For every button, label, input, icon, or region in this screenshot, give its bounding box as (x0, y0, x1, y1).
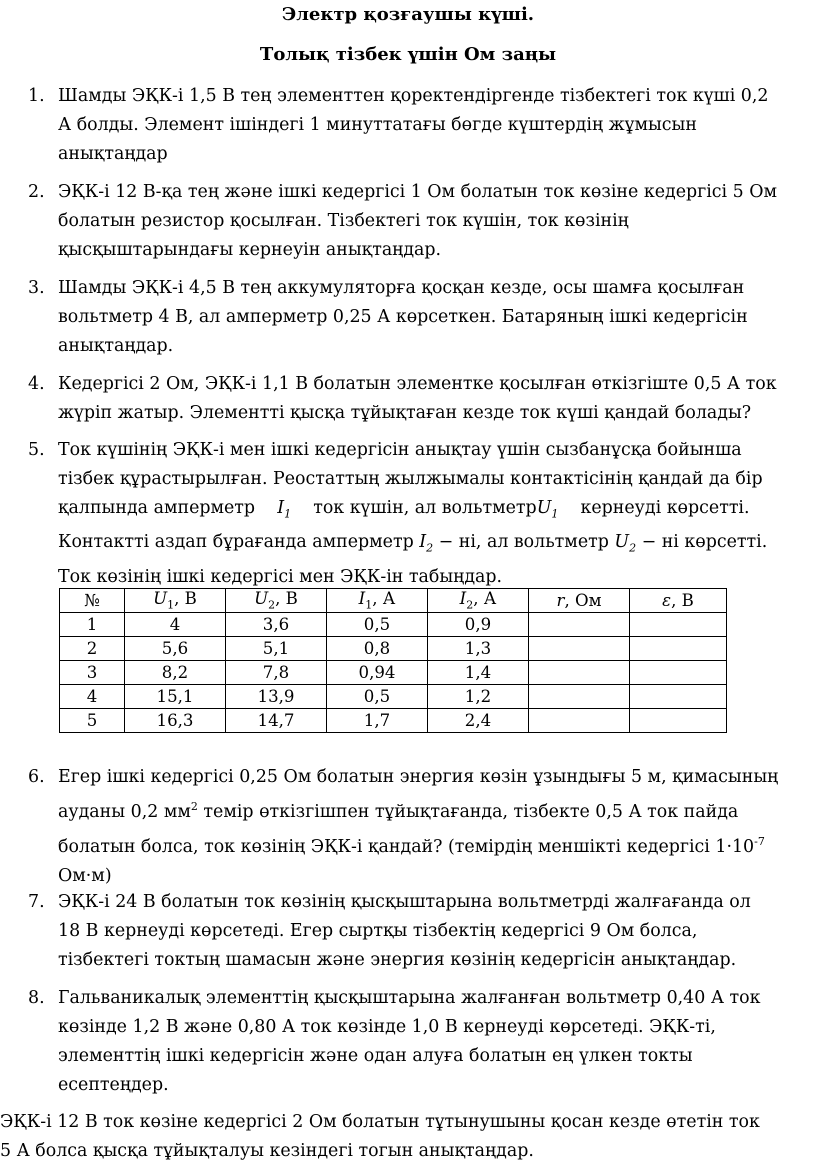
problem-text-line: Гальваникалық элементтің қысқыштарына жалғанған вольтметр 0,40 А ток (58, 988, 761, 1008)
problem-number: 1. (28, 86, 45, 106)
problem-text-line: тізбек құрастырылған. Реостаттың жылжымалы контактісінің қандай да бір (58, 469, 763, 489)
header-u1: $U_1$, В (125, 589, 226, 613)
header-no: № (60, 589, 125, 613)
problem-text-line: болатын резистор қосылған. Тізбектегі ток күшін, ток көзінің (58, 211, 629, 231)
table-cell: 0,9 (428, 613, 529, 637)
table-cell (630, 661, 727, 685)
table-cell (630, 709, 727, 733)
problem-text-line: Кедергісі 2 Ом, ЭҚК-і 1,1 В болатын элементке қосылған өткізгіште 0,5 А ток (58, 374, 777, 394)
problem-text-line: тізбектегі токтың шамасын және энергия көзінің кедергісін анықтаңдар. (58, 950, 737, 970)
table-cell: 1,3 (428, 637, 529, 661)
problem-number: 5. (28, 440, 45, 460)
table-cell (529, 661, 630, 685)
problem-text-line: 5 А болса қысқа тұйықталуы кезіндегі тогын анықтаңдар. (0, 1141, 534, 1161)
page-subtitle: Толық тізбек үшін Ом заңы (259, 44, 557, 65)
problem-text-line: ауданы 0,2 $мм^2$ темір өткізгішпен тұйықтағанда, тізбекте 0,5 А ток пайда (58, 800, 739, 822)
table-cell: 16,3 (125, 709, 226, 733)
problem-text-line: А болды. Элемент ішіндегі 1 минуттатағы бөгде күштердің жұмысын (58, 115, 697, 135)
problem-number: 2. (28, 182, 45, 202)
final-problem (0, 1108, 816, 1166)
symbol-I2: $I_2$ (419, 532, 434, 555)
problem-text-line: қысқыштарындағы кернеуін анықтаңдар. (58, 240, 442, 260)
table-row (60, 637, 727, 661)
table-header-row (60, 589, 727, 613)
problem-text-line: ЭҚК-і 12 В-қа тең және ішкі кедергісі 1 Ом болатын ток көзіне кедергісі 5 Ом (58, 182, 778, 202)
problem-number: 3. (28, 278, 45, 298)
problem-text-line: Шамды ЭҚК-і 4,5 В тең аккумуляторға қосқан кезде, осы шамға қосылған (58, 278, 745, 298)
table-cell: 3,6 (226, 613, 327, 637)
problem-text-line: ЭҚК-і 24 В болатын ток көзінің қысқыштарына вольтметрді жалғағанда ол (58, 892, 751, 912)
header-i2: $I_2$, А (428, 589, 529, 613)
header-r: r, Ом (529, 589, 630, 613)
header-u2: $U_2$, В (226, 589, 327, 613)
problem-text-line: есептеңдер. (58, 1075, 169, 1095)
problem-text-line: вольтметр 4 В, ал амперметр 0,25 А көрсеткен. Батаряның ішкі кедергісін (58, 307, 748, 327)
table-cell: 4 (60, 685, 125, 709)
table-cell: 0,94 (327, 661, 428, 685)
problem-text-line: 18 В кернеуді көрсетеді. Егер сыртқы тізбектің кедергісі 9 Ом болса, (58, 921, 698, 941)
table-cell (630, 613, 727, 637)
page-title: Электр қозғаушы күші. (281, 4, 535, 25)
problem-number: 8. (28, 988, 45, 1008)
table-cell (529, 685, 630, 709)
problem-5 (28, 436, 816, 592)
table-row (60, 661, 727, 685)
problem-2 (28, 178, 816, 265)
problem-6 (28, 763, 816, 891)
problem-text-line: Егер ішкі кедергісі 0,25 Ом болатын энергия көзін ұзындығы 5 м, қимасының (58, 767, 779, 787)
table-cell: 5,6 (125, 637, 226, 661)
problem-number: 7. (28, 892, 45, 912)
problem-text-line: анықтаңдар. (58, 336, 174, 356)
table-cell: 13,9 (226, 685, 327, 709)
problem-text-line: Шамды ЭҚК-і 1,5 В тең элементтен қоректендіргенде тізбектегі ток күші 0,2 (58, 86, 769, 106)
header-emf: ε, В (630, 589, 727, 613)
table-cell (630, 685, 727, 709)
table-cell (529, 709, 630, 733)
problem-text-line: Ток күшінің ЭҚК-і мен ішкі кедергісін анықтау үшін сызбанұсқа бойынша (58, 440, 742, 460)
table-cell: 5 (60, 709, 125, 733)
table-cell: 2 (60, 637, 125, 661)
symbol-U1: $U_1$ (536, 498, 559, 521)
problem-text-line: Контактті аздап бұрағанда амперметр $I_2$ − ні, ал вольтметр $U_2$ − ні көрсетті. (58, 532, 768, 555)
data-table (59, 588, 727, 733)
table-cell: 4 (125, 613, 226, 637)
problem-text-line: анықтаңдар (58, 144, 168, 164)
table-row (60, 709, 727, 733)
table-cell (630, 637, 727, 661)
table-cell: 5,1 (226, 637, 327, 661)
table-row (60, 685, 727, 709)
problem-text-line: болатын болса, ток көзінің ЭҚК-і қандай? (темірдің меншікті кедергісі $1\cdot 10^{-7}$ (58, 834, 765, 857)
problem-4 (28, 370, 816, 428)
table-cell: 1,4 (428, 661, 529, 685)
table-cell: 0,8 (327, 637, 428, 661)
problem-1 (28, 82, 816, 169)
problem-7 (28, 888, 816, 975)
table-cell: 0,5 (327, 613, 428, 637)
table-cell: 7,8 (226, 661, 327, 685)
problem-text-line: ЭҚК-і 12 В ток көзіне кедергісі 2 Ом болатын тұтынушыны қосан кезде өтетін ток (0, 1112, 760, 1132)
table-cell: 0,5 (327, 685, 428, 709)
table-cell: 1,7 (327, 709, 428, 733)
table-cell: 3 (60, 661, 125, 685)
problem-text-line: элементтің ішкі кедергісін және одан алуға болатын ең үлкен токты (58, 1046, 693, 1066)
table-cell: 14,7 (226, 709, 327, 733)
table-cell (529, 637, 630, 661)
problem-number: 4. (28, 374, 45, 394)
symbol-U2: $U_2$ (614, 532, 637, 555)
problem-text-line: жүріп жатыр. Элементті қысқа тұйықтаған кезде ток күші қандай болады? (58, 403, 752, 423)
problem-text-line: көзінде 1,2 В және 0,80 А ток көзінде 1,0 В кернеуді көрсетеді. ЭҚК-ті, (58, 1017, 716, 1037)
problem-text-line: қалпында амперметр $I_1$ ток күшін, ал вольтметрU$_1$ кернеуді көрсетті. (58, 498, 750, 521)
table-cell: 8,2 (125, 661, 226, 685)
problem-text-line: Ом·м) (58, 865, 112, 886)
table-cell (529, 613, 630, 637)
table-cell: 2,4 (428, 709, 529, 733)
table-cell: 15,1 (125, 685, 226, 709)
header-i1: $I_1$, А (327, 589, 428, 613)
table-cell: 1,2 (428, 685, 529, 709)
problem-text-line: Ток көзінің ішкі кедергісі мен ЭҚК-ін табыңдар. (58, 566, 503, 587)
symbol-I1: $I_1$ (277, 498, 292, 521)
table-cell: 1 (60, 613, 125, 637)
problem-8 (28, 984, 816, 1100)
table-row (60, 613, 727, 637)
problem-3 (28, 274, 816, 361)
problem-number: 6. (28, 767, 45, 787)
